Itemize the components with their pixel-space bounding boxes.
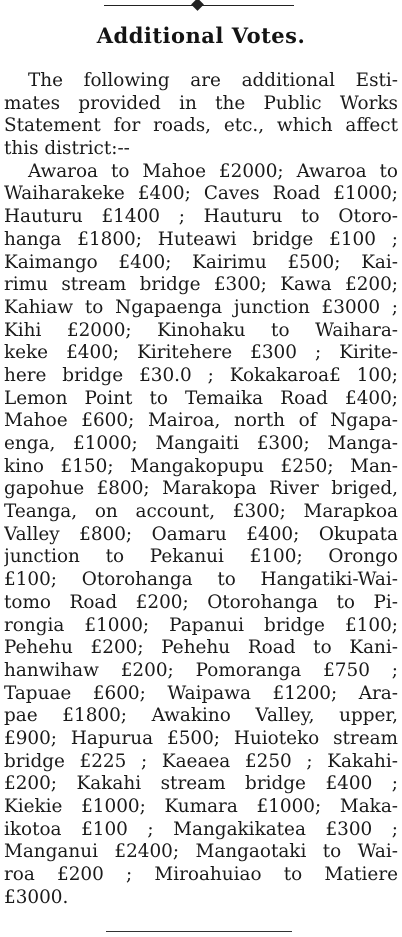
article-line: £200; Kakahi stream bridge £400 ; <box>4 773 398 795</box>
article-line: Pehehu £200; Pehehu Road to Kani- <box>4 637 398 659</box>
article-line: this district:-- <box>4 138 130 160</box>
article-line: £900; Hapurua £500; Huioteko stream <box>4 727 398 749</box>
article-line: tomo Road £200; Otorohanga to Pi- <box>4 591 398 613</box>
article-line: roa £200 ; Miroahuiao to Matiere <box>4 864 398 886</box>
article-line: Tapuae £600; Waipawa £1200; Ara- <box>4 682 398 704</box>
article-line: kino £150; Mangakopupu £250; Man- <box>4 455 398 477</box>
article-line: Waiharakeke £400; Caves Road £1000; <box>4 183 398 205</box>
article-line: Hauturu £1400 ; Hauturu to Otoro- <box>4 206 398 228</box>
article-line: Manganui £2400; Mangaotaki to Wai- <box>4 841 398 863</box>
article-line: pae £1800; Awakino Valley, upper, <box>4 705 398 727</box>
article-line: gapohue £800; Marakopa River briged, <box>4 478 398 500</box>
article-line: enga, £1000; Mangaiti £300; Manga- <box>4 433 398 454</box>
article-line: Mahoe £600; Mairoa, north of Ngapa- <box>4 410 398 432</box>
article-line: rongia £1000; Papanui bridge £100; <box>4 614 398 636</box>
article-line: junction to Pekanui £100; Orongo <box>4 546 398 568</box>
article-body <box>4 70 398 909</box>
article-line: The following are additional Esti- <box>28 70 398 91</box>
article-line: ikotoa £100 ; Mangakikatea £300 ; <box>4 818 398 840</box>
article-line: Kihi £2000; Kinohaku to Waihara- <box>4 319 398 341</box>
article-line: Valley £800; Oamaru £400; Okupata <box>4 523 398 545</box>
article-headline: Additional Votes. <box>96 23 306 48</box>
article-line: Awaroa to Mahoe £2000; Awaroa to <box>28 160 398 182</box>
article-line: £100; Otorohanga to Hangatiki-Wai- <box>4 569 398 591</box>
article-line: Teanga, on account, £300; Marapkoa <box>4 501 398 523</box>
article-line: hanga £1800; Huteawi bridge £100 ; <box>4 228 398 250</box>
article-line: bridge £225 ; Kaeaea £250 ; Kakahi- <box>4 750 398 772</box>
article-line: mates provided in the Public Works <box>4 92 398 114</box>
article-line: keke £400; Kiritehere £300 ; Kirite- <box>4 342 398 364</box>
article-line: here bridge £30.0 ; Kokakaroa£ 100; <box>4 364 398 386</box>
bottom-divider-rule <box>106 931 292 932</box>
article-line: £3000. <box>4 886 69 908</box>
article-line: Kiekie £1000; Kumara £1000; Maka- <box>4 796 398 817</box>
article-line: Lemon Point to Temaika Road £400; <box>4 387 398 409</box>
article-line: Kaimango £400; Kairimu £500; Kai- <box>4 251 398 273</box>
article-line: Kahiaw to Ngapaenga junction £3000 ; <box>4 296 398 318</box>
article-line: hanwihaw £200; Pomoranga £750 ; <box>4 659 398 681</box>
article-line: Statement for roads, etc., which affect <box>4 115 398 137</box>
article-line: rimu stream bridge £300; Kawa £200; <box>4 274 398 296</box>
diamond-ornament-icon <box>191 0 204 11</box>
